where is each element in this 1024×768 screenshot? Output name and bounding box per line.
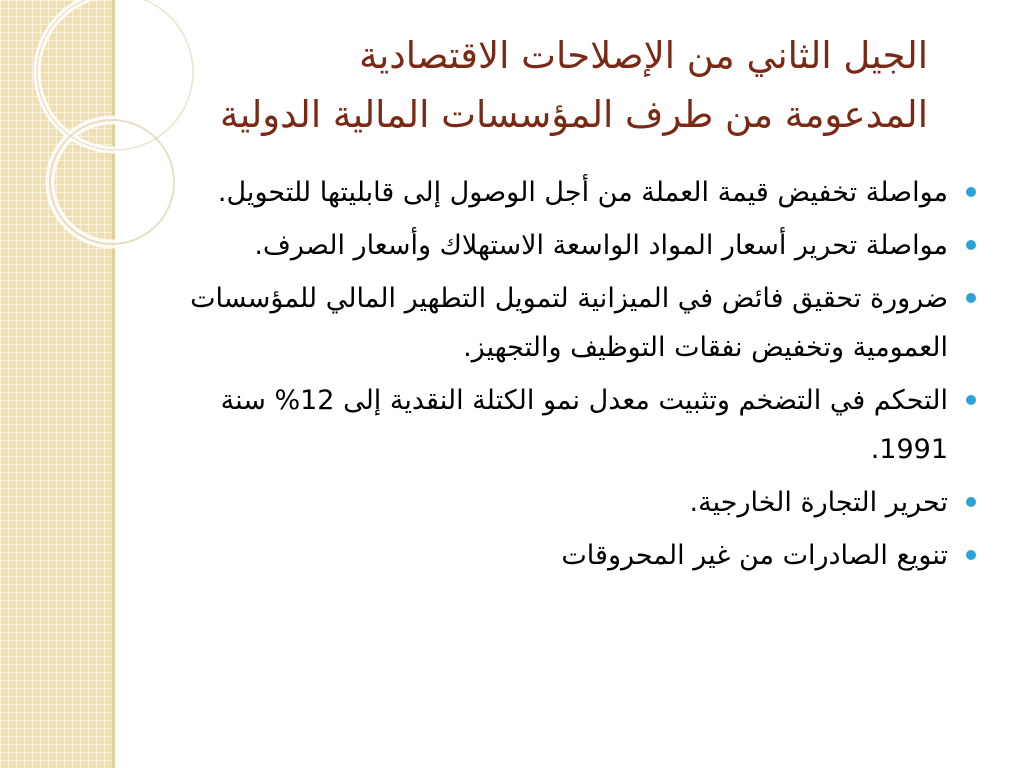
bullet-dot-icon	[966, 240, 976, 250]
bullet-item	[176, 168, 976, 217]
bullet-text: تنويع الصادرات من غير المحروقات	[561, 540, 948, 571]
bullet-text: تحرير التجارة الخارجية.	[689, 487, 948, 518]
bullet-text: مواصلة تخفيض قيمة العملة من أجل الوصول إلى قابليتها للتحويل.	[217, 177, 948, 208]
bullet-item	[176, 221, 976, 270]
bullet-text: مواصلة تحرير أسعار المواد الواسعة الاستهلاك وأسعار الصرف.	[254, 230, 948, 261]
bullet-item	[176, 531, 976, 580]
bullet-item	[176, 274, 976, 372]
slide-title-line-1: الجيل الثاني من الإصلاحات الاقتصادية	[359, 34, 928, 77]
bullet-list	[176, 168, 976, 584]
bullet-text: التحكم في التضخم وتثبيت معدل نمو الكتلة النقدية إلى 12% سنة 1991.	[220, 385, 948, 465]
bullet-dot-icon	[966, 550, 976, 560]
bullet-dot-icon	[966, 293, 976, 303]
bullet-item	[176, 376, 976, 474]
bullet-text: ضرورة تحقيق فائض في الميزانية لتمويل التطهير المالي للمؤسسات العمومية وتخفيض نفقات التوظيف والتجهيز.	[190, 283, 948, 363]
bullet-dot-icon	[966, 497, 976, 507]
slide-title	[128, 26, 928, 144]
bullet-dot-icon	[966, 395, 976, 405]
slide-title-line-2: المدعومة من طرف المؤسسات المالية الدولية	[219, 93, 928, 136]
bullet-dot-icon	[966, 187, 976, 197]
bullet-item	[176, 478, 976, 527]
